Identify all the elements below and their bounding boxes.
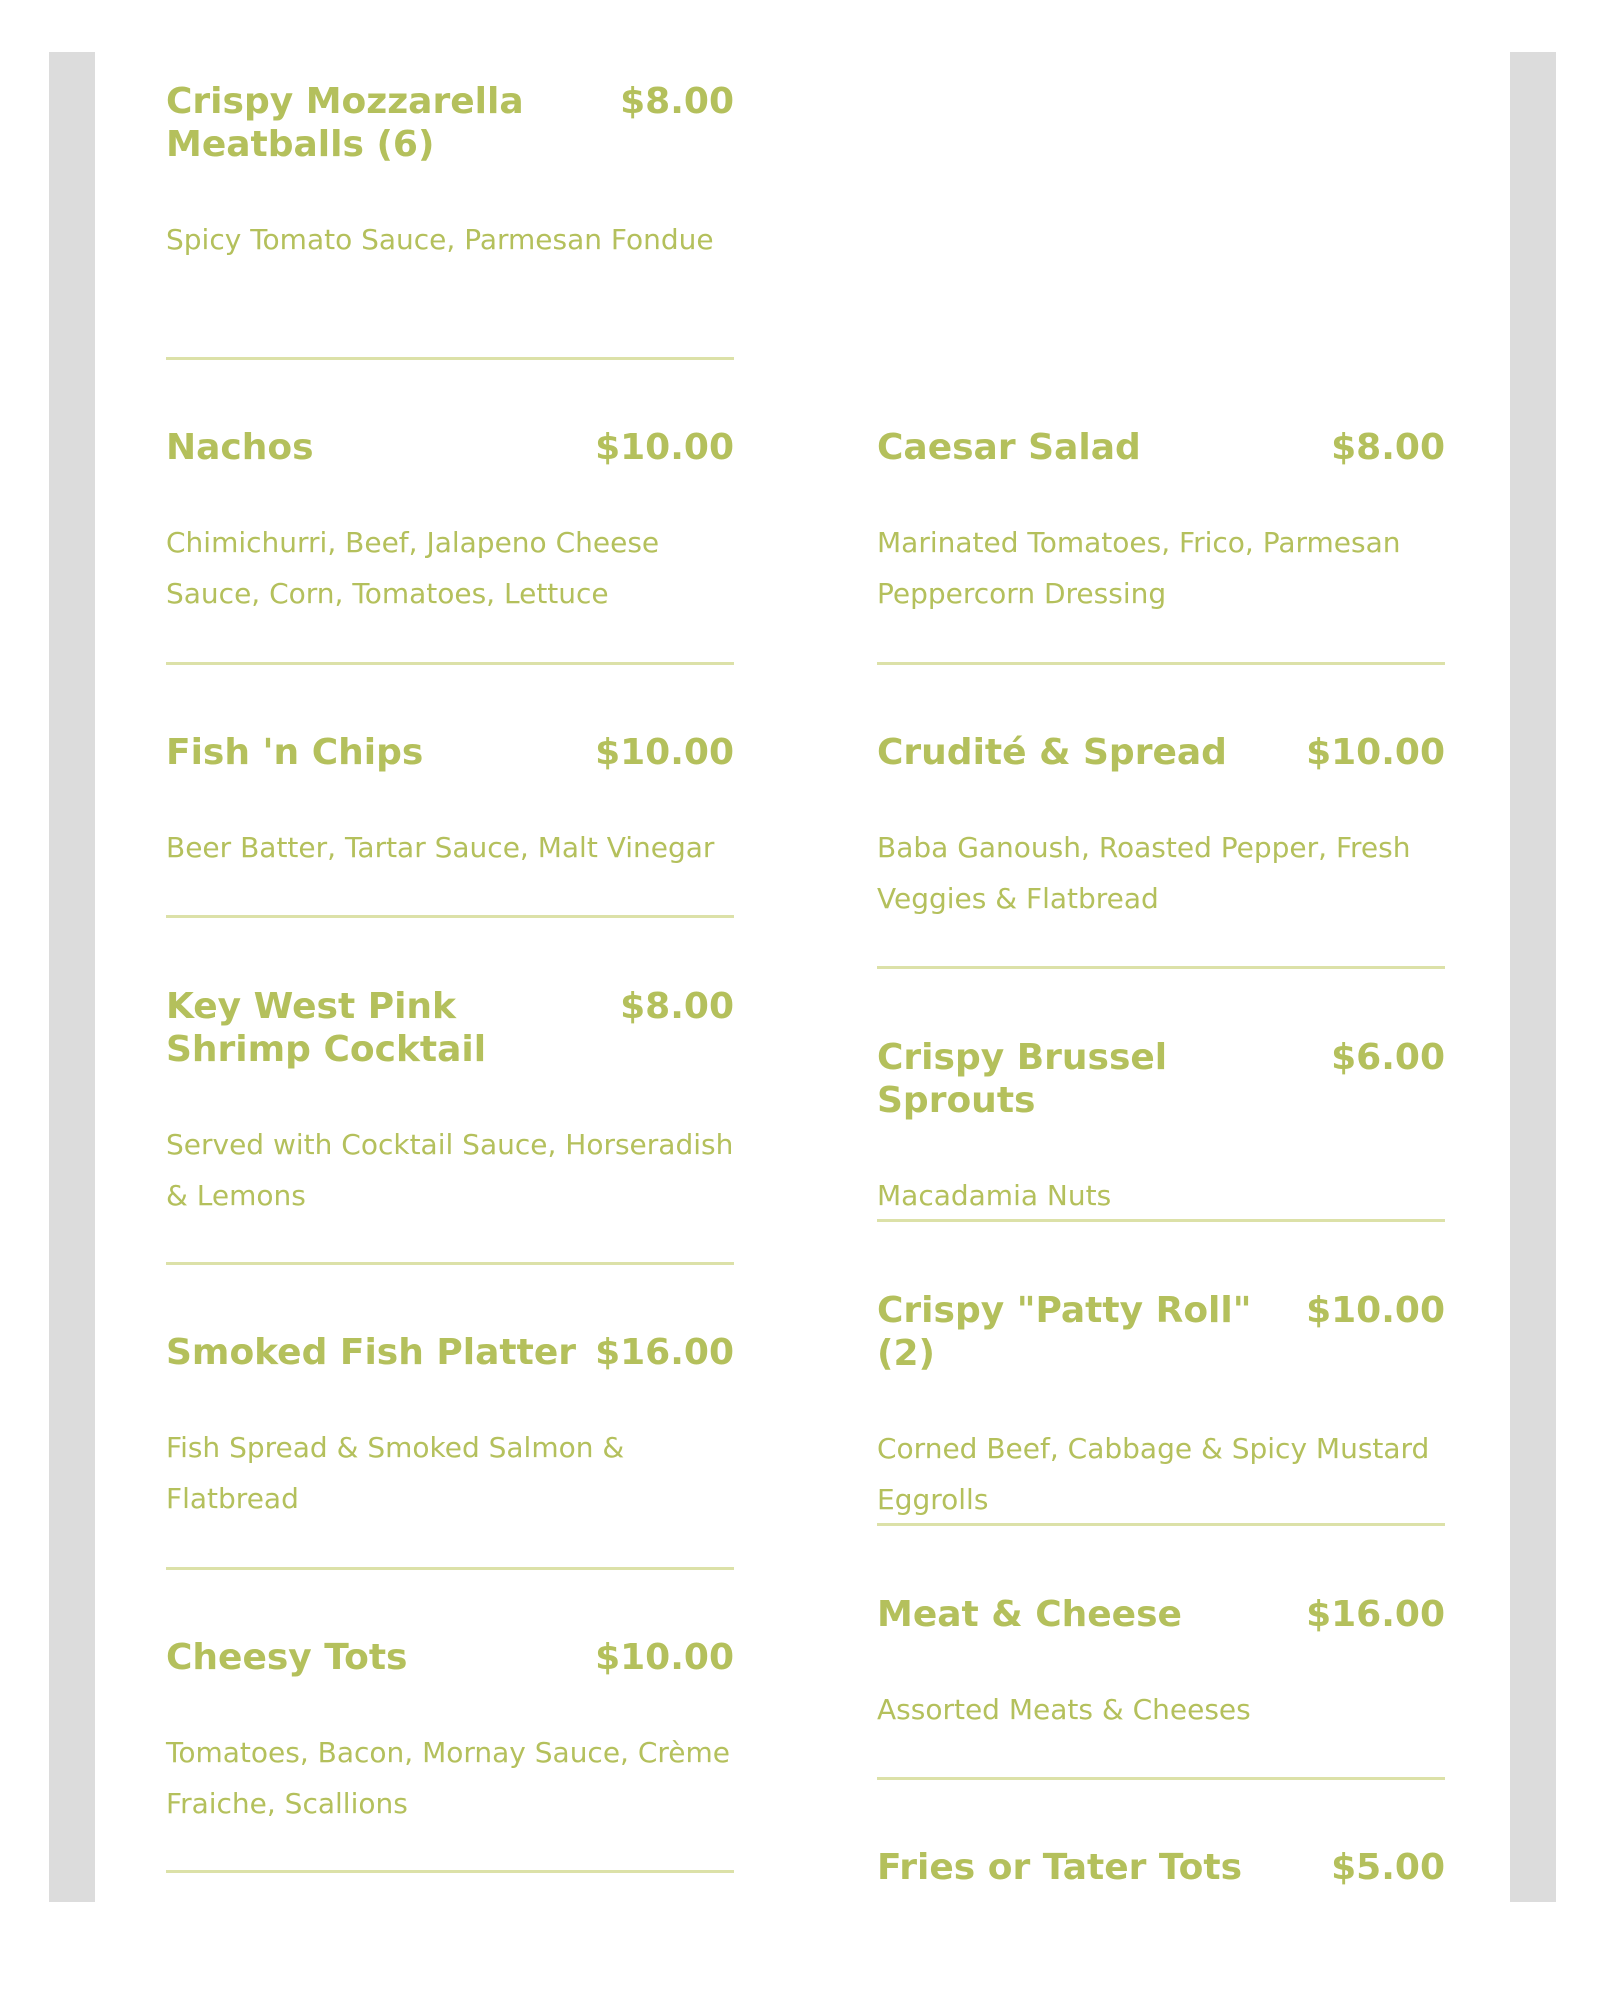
menu-item-name: Nachos: [166, 427, 314, 468]
menu-item: [166, 80, 734, 265]
right-menu-column: [877, 0, 1445, 2000]
menu-item-name: Caesar Salad: [877, 427, 1141, 468]
menu-item-name: Crispy Brussel Sprouts: [877, 1037, 1168, 1121]
divider: [166, 1567, 734, 1570]
menu-item-name: Crispy Mozzarella Meatballs (6): [166, 81, 524, 165]
menu-item-price: $8.00: [620, 81, 734, 122]
menu-item: [166, 1331, 734, 1524]
menu-item-name: Smoked Fish Platter: [166, 1332, 576, 1373]
menu-item-description: Marinated Tomatoes, Frico, Parmesan Peppercorn Dressing: [877, 526, 1401, 610]
divider: [877, 1777, 1445, 1780]
menu-item: [166, 1636, 734, 1829]
menu-item-name: Crudité & Spread: [877, 732, 1227, 773]
menu-item-price: $10.00: [595, 1637, 734, 1678]
left-menu-column: [166, 0, 734, 2000]
menu-item-price: $10.00: [595, 732, 734, 773]
menu-item-description: Spicy Tomato Sauce, Parmesan Fondue: [166, 223, 714, 256]
menu-item: [166, 426, 734, 619]
menu-item-description: Baba Ganoush, Roasted Pepper, Fresh Veggies & Flatbread: [877, 831, 1411, 915]
divider: [877, 1523, 1445, 1526]
left-side-bar: [49, 52, 95, 1902]
divider: [166, 357, 734, 360]
divider: [166, 662, 734, 665]
right-side-bar: [1510, 52, 1556, 1902]
menu-item-price: $10.00: [595, 427, 734, 468]
divider: [166, 1262, 734, 1265]
menu-item-description: Corned Beef, Cabbage & Spicy Mustard Eggrolls: [877, 1432, 1430, 1516]
menu-item-price: $6.00: [1331, 1037, 1445, 1078]
menu-item-name: Meat & Cheese: [877, 1594, 1182, 1635]
menu-item-description: Assorted Meats & Cheeses: [877, 1693, 1251, 1726]
menu-item-description: Macadamia Nuts: [877, 1179, 1112, 1212]
menu-item: [166, 985, 734, 1221]
menu-item-description: Served with Cocktail Sauce, Horseradish & Lemons: [166, 1128, 734, 1212]
divider: [877, 966, 1445, 969]
menu-item-name: Fish 'n Chips: [166, 732, 424, 773]
menu-item: [877, 1289, 1445, 1525]
menu-item-price: $16.00: [595, 1332, 734, 1373]
menu-item-name: Fries or Tater Tots: [877, 1847, 1243, 1888]
menu-item-price: $5.00: [1331, 1847, 1445, 1888]
menu-item-price: $10.00: [1306, 1290, 1445, 1331]
menu-item-price: $10.00: [1306, 732, 1445, 773]
menu-item-price: $8.00: [620, 986, 734, 1027]
menu-item: [166, 731, 734, 873]
menu-item-description: Beer Batter, Tartar Sauce, Malt Vinegar: [166, 831, 715, 864]
divider: [166, 915, 734, 918]
menu-item: [877, 426, 1445, 619]
menu-item-name: Crispy "Patty Roll" (2): [877, 1290, 1252, 1374]
menu-item: [877, 1846, 1445, 1889]
menu-item-description: Chimichurri, Beef, Jalapeno Cheese Sauce, Corn, Tomatoes, Lettuce: [166, 526, 660, 610]
menu-item: [877, 1036, 1445, 1221]
menu-item: [877, 1593, 1445, 1735]
divider: [166, 1870, 734, 1873]
menu-item-price: $16.00: [1306, 1594, 1445, 1635]
menu-item-description: Fish Spread & Smoked Salmon & Flatbread: [166, 1431, 625, 1515]
divider: [877, 662, 1445, 665]
divider: [877, 1219, 1445, 1222]
menu-item: [877, 731, 1445, 924]
menu-item-description: Tomatoes, Bacon, Mornay Sauce, Crème Fraiche, Scallions: [166, 1736, 731, 1820]
menu-item-price: $8.00: [1331, 427, 1445, 468]
menu-item-name: Cheesy Tots: [166, 1637, 408, 1678]
menu-item-name: Key West Pink Shrimp Cocktail: [166, 986, 487, 1070]
